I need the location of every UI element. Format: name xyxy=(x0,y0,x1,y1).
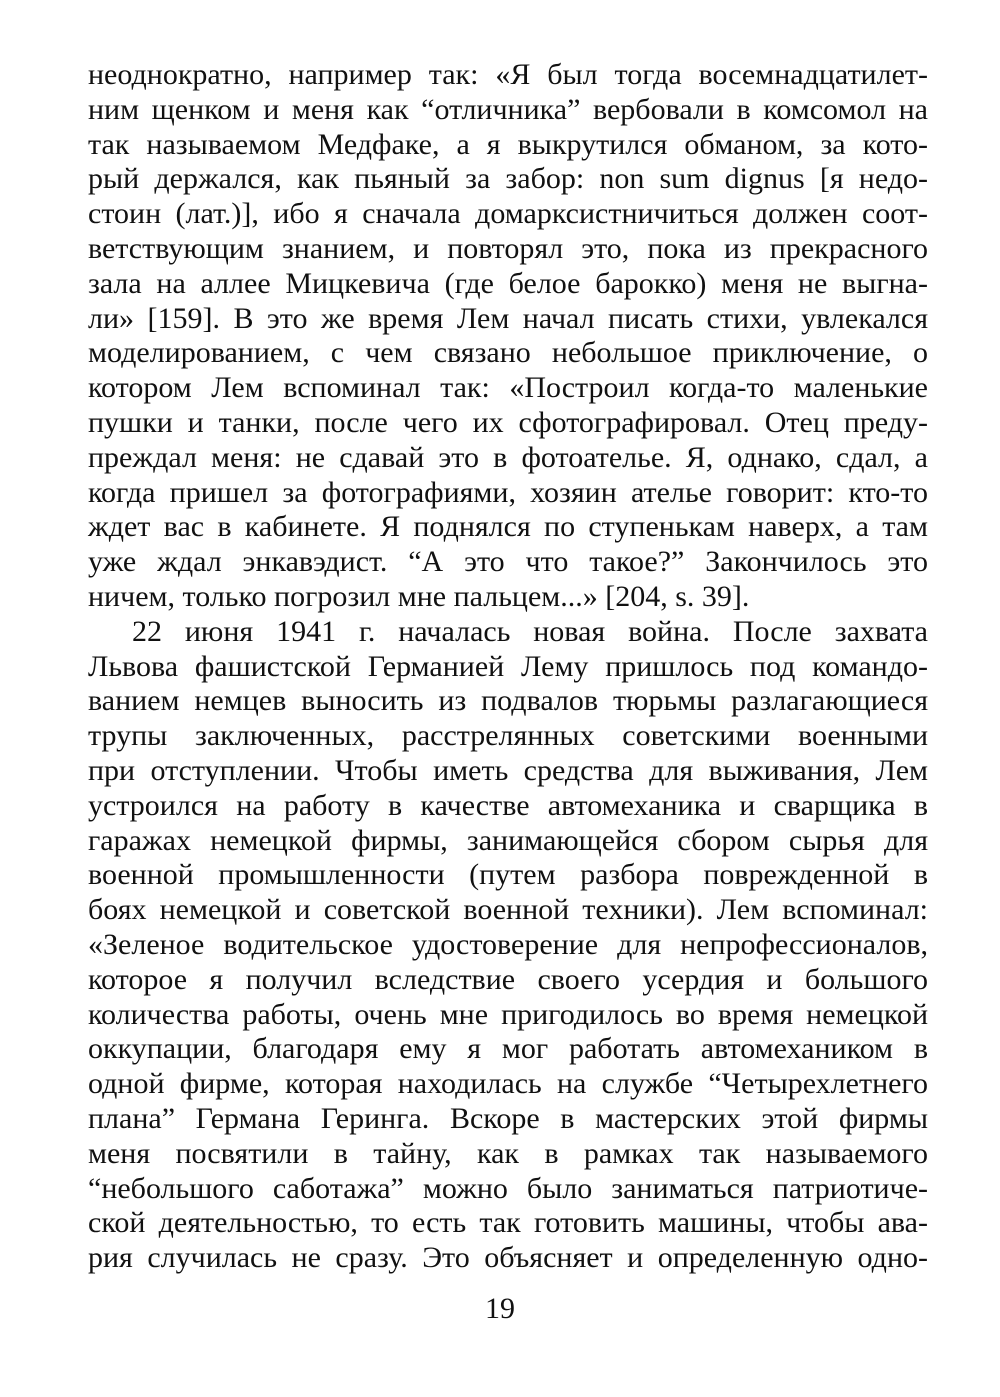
text-line: стоин (лат.)], ибо я сначала домарксистничиться должен соот- xyxy=(88,197,928,231)
page-number: 19 xyxy=(485,1292,515,1325)
text-line: ним щенком и меня как “отличника” вербовали в комсомол на xyxy=(88,92,928,126)
text-line: пушки и танки, после чего их сфотографировал. Отец преду- xyxy=(88,405,928,439)
text-line: меня посвятили в тайну, как в рамках так называемого xyxy=(88,1136,928,1170)
text-line: при отступлении. Чтобы иметь средства для выживания, Лем xyxy=(88,753,928,787)
text-line: так называемом Медфаке, а я выкрутился обманом, за кото- xyxy=(88,127,928,161)
paragraph-2 xyxy=(88,615,928,1276)
text-line: ванием немцев выносить из подвалов тюрьмы разлагающиеся xyxy=(88,684,928,718)
text-line: ветствующим знанием, и повторял это, пока из прекрасного xyxy=(88,231,928,265)
text-line: зала на аллее Мицкевича (где белое барокко) меня не выгна- xyxy=(88,266,928,300)
text-line: неоднократно, например так: «Я был тогда восемнадцатилет- xyxy=(88,58,928,91)
text-line: уже ждал энкавэдист. “А это что такое?” Закончилось это xyxy=(88,545,928,579)
text-line: одной фирме, которая находилась на службе “Четырехлетнего xyxy=(88,1067,928,1101)
text-line: преждал меня: не сдавай это в фотоателье. Я, однако, сдал, а xyxy=(88,440,928,474)
text-line: ли» [159]. В это же время Лем начал писать стихи, увлекался xyxy=(88,301,928,335)
text-line: устроился на работу в качестве автомеханика и сварщика в xyxy=(88,788,928,822)
text-line: моделированием, с чем связано небольшое приключение, о xyxy=(88,336,928,370)
text-line: «Зеленое водительское удостоверение для непрофессионалов, xyxy=(88,927,928,961)
text-line: Львова фашистской Германией Лему пришлось под командо- xyxy=(88,649,928,683)
text-line: котором Лем вспоминал так: «Построил когда-то маленькие xyxy=(88,371,928,405)
text-line: ничем, только погрозил мне пальцем...» [204, s. 39]. xyxy=(88,579,750,613)
text-line: 22 июня 1941 г. началась новая война. После захвата xyxy=(132,614,928,648)
book-page xyxy=(88,58,928,1358)
text-line: когда пришел за фотографиями, хозяин ателье говорит: кто-то xyxy=(88,475,928,509)
paragraph-1 xyxy=(88,58,928,615)
text-line: количества работы, очень мне пригодилось во время немецкой xyxy=(88,997,928,1031)
body-text xyxy=(88,58,928,1276)
text-line: военной промышленности (путем разбора поврежденной в xyxy=(88,858,928,892)
text-line: боях немецкой и советской военной техники). Лем вспоминал: xyxy=(88,893,928,927)
text-line: которое я получил вследствие своего усердия и большого xyxy=(88,962,928,996)
text-line: плана” Германа Геринга. Вскоре в мастерских этой фирмы xyxy=(88,1101,928,1135)
text-line: рия случилась не сразу. Это объясняет и определенную одно- xyxy=(88,1241,928,1275)
text-line: “небольшого саботажа” можно было заниматься патриотиче- xyxy=(88,1171,928,1205)
text-line: трупы заключенных, расстрелянных советскими военными xyxy=(88,719,928,753)
text-line: ждет вас в кабинете. Я поднялся по ступенькам наверх, а там xyxy=(88,510,928,544)
text-line: ской деятельностью, то есть так готовить машины, чтобы ава- xyxy=(88,1206,928,1240)
text-line: рый держался, как пьяный за забор: non sum dignus [я недо- xyxy=(88,162,928,196)
text-line: оккупации, благодаря ему я мог работать автомехаником в xyxy=(88,1032,928,1066)
text-line: гаражах немецкой фирмы, занимающейся сбором сырья для xyxy=(88,823,928,857)
